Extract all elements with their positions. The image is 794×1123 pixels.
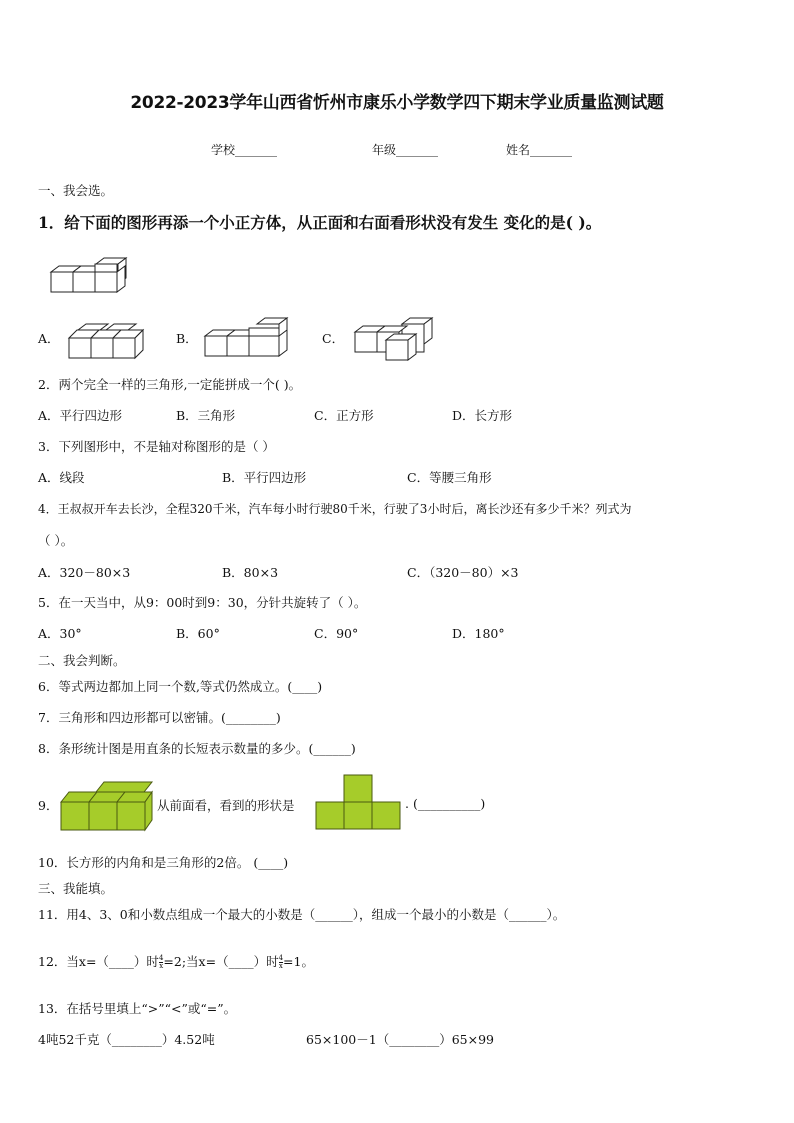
question-13-item-b: 65×100－1（________）65×99 [306,1032,494,1047]
fraction-4-over-x: $\frac{4}{x}$ [278,954,284,970]
question-13-item-a: 4吨52千克（________）4.52吨 [38,1032,215,1047]
question-2-option-b: B．三角形 [176,408,236,423]
section-2-heading: 二、我会判断。 [38,653,126,668]
question-1-option-c-figure [352,316,436,364]
question-9-front-view-figure [315,774,401,830]
question-7-text: 7．三角形和四边形都可以密铺。(________) [38,710,281,725]
fraction-4-over-x: $\frac{4}{x}$ [158,954,164,970]
question-2-text: 2．两个完全一样的三角形,一定能拼成一个( )。 [38,377,302,392]
grade-field: 年级_______ [372,143,439,157]
question-12-text [38,952,314,970]
question-13-text: 13．在括号里填上“>”“<”或“=”。 [38,1001,237,1016]
question-5-text: 5．在一天当中，从9：00时到9：30，分针共旋转了（ ）。 [38,595,367,610]
question-12-part-3: =1。 [283,954,314,969]
section-1-heading: 一、我会选。 [38,183,114,198]
question-4-blank: （ ）。 [38,533,74,548]
question-11-text: 11．用4、3、0和小数点组成一个最大的小数是（______），组成一个最小的小数是（______）。 [38,907,566,922]
question-4-option-b: B．80×3 [222,565,279,580]
question-10-text: 10．长方形的内角和是三角形的2倍。 (____) [38,855,289,870]
question-5-option-d: D．180° [452,626,505,641]
question-2-option-c: C．正方形 [314,408,374,423]
question-4-option-a: A．320－80×3 [38,565,131,580]
page-title: 2022-2023学年山西省忻州市康乐小学数学四下期末学业质量监测试题 [130,93,664,113]
question-2-option-a: A．平行四边形 [38,408,123,423]
question-4-text: 4．王叔叔开车去长沙，全程320千米，汽车每小时行驶80千米，行驶了3小时后，离长沙还有多少千米？列式为 [38,502,632,516]
question-5-option-b: B．60° [176,626,220,641]
question-2-option-d: D．长方形 [452,408,513,423]
question-4-option-c: C．（320－80）×3 [407,565,519,580]
question-8-text: 8．条形统计图是用直条的长短表示数量的多少。(______) [38,741,356,756]
question-9-cube-figure [60,780,156,832]
question-1-figure [48,256,128,296]
question-9-text: 从前面看，看到的形状是 [157,798,295,813]
question-12-part-1: 12．当x=（____）时 [38,954,159,969]
question-5-option-a: A．30° [38,626,82,641]
question-3-option-a: A．线段 [38,470,85,485]
question-1-option-a-figure [66,322,146,362]
question-5-option-c: C．90° [314,626,359,641]
question-3-text: 3．下列图形中，不是轴对称图形的是（ ） [38,439,275,454]
question-3-option-c: C．等腰三角形 [407,470,492,485]
question-3-option-b: B．平行四边形 [222,470,307,485]
question-6-text: 6．等式两边都加上同一个数,等式仍然成立。(____) [38,679,323,694]
question-9-blank: . (__________) [405,796,486,811]
school-field: 学校_______ [211,143,278,157]
question-1-option-b-figure [202,316,292,360]
name-field: 姓名_______ [506,143,573,157]
question-9-number: 9． [38,798,59,813]
question-1-option-b: B． [176,331,198,346]
question-12-part-2: =2;当x=（____）时 [163,954,279,969]
section-3-heading: 三、我能填。 [38,881,114,896]
question-1-text: 1．给下面的图形再添一个小正方体，从正面和右面看形状没有发生 变化的是( )。 [38,213,602,232]
question-1-option-c: C． [322,331,345,346]
question-1-option-a: A． [38,331,60,346]
